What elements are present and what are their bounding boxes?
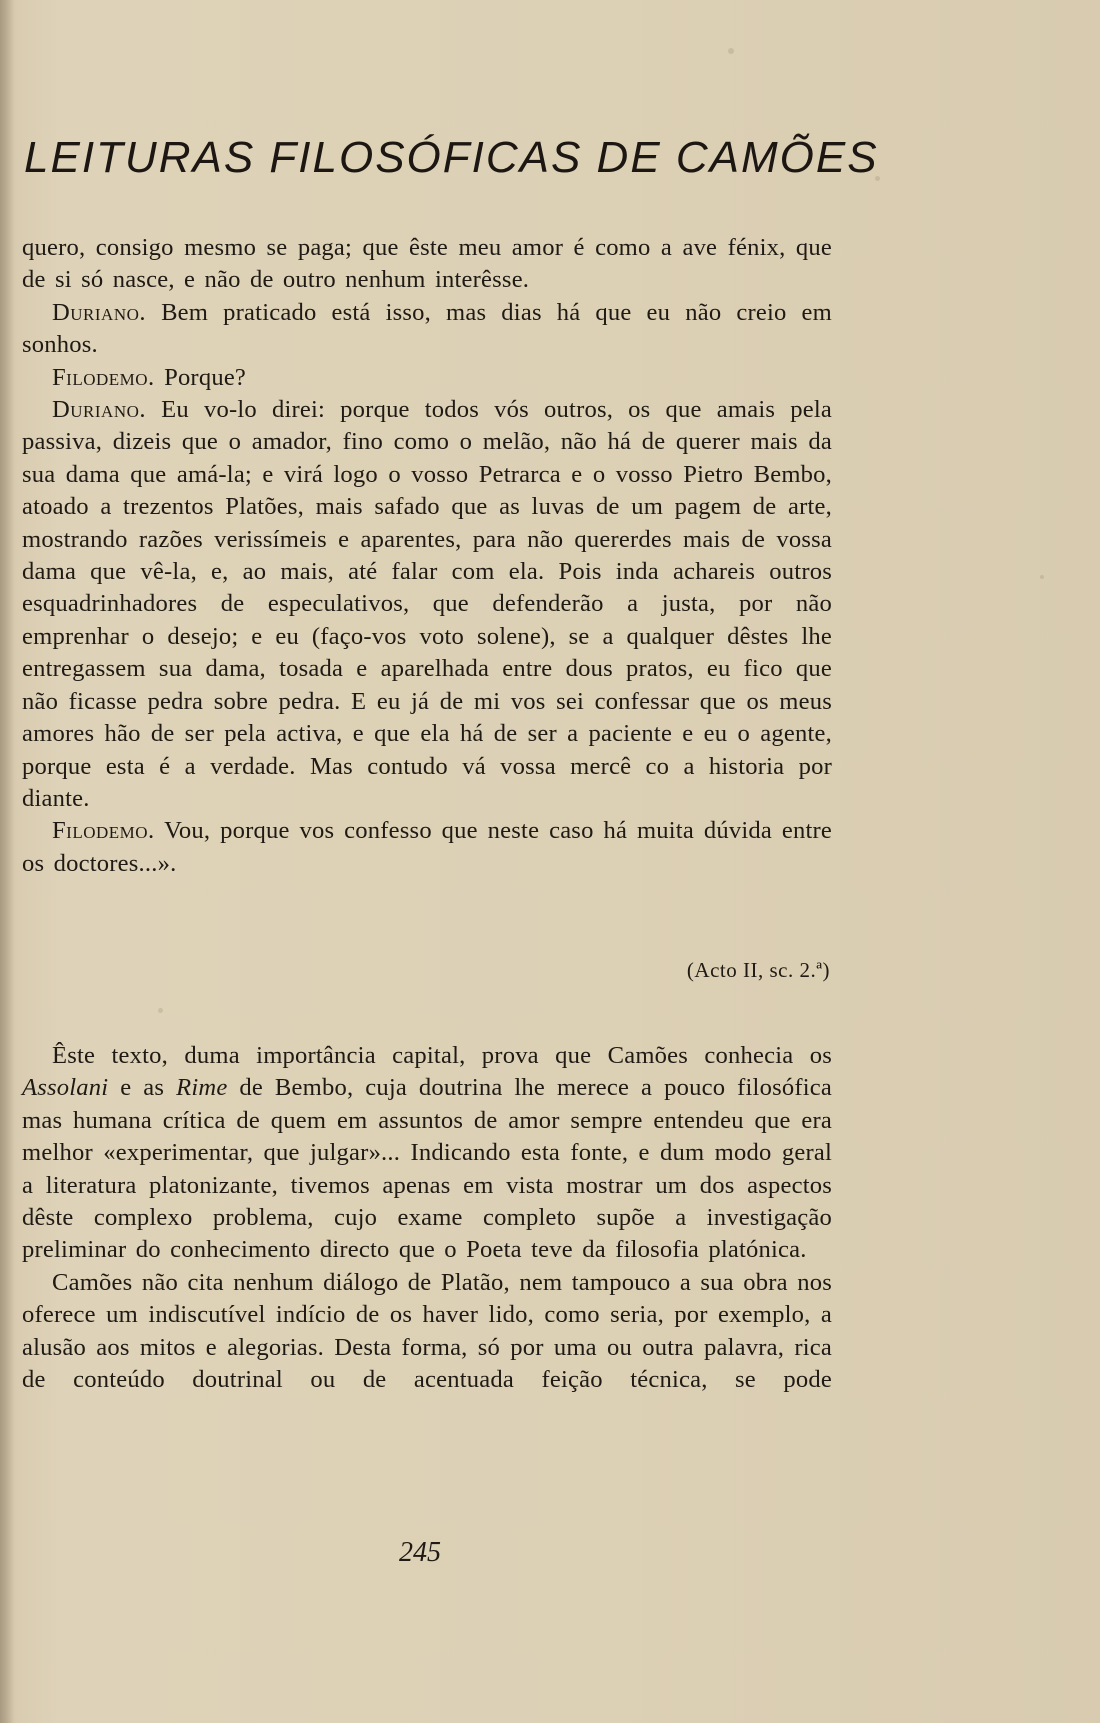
speaker-name: Filodemo. xyxy=(52,817,155,845)
speech-text: Bem praticado está isso, mas dias há que eu não creio em sonhos. xyxy=(22,298,832,359)
dialogue-paragraph xyxy=(22,815,832,880)
dialogue-paragraph xyxy=(22,394,832,815)
speech-text: Vou, porque vos confesso que neste caso há muita dúvida entre os doctores...». xyxy=(22,817,832,877)
essay-text-run: Êste texto, duma importância capital, prova que Camões conhecia os xyxy=(52,1042,832,1069)
page-number: 245 xyxy=(399,1537,441,1568)
essay-text-run: e as xyxy=(108,1074,177,1102)
speech-text: Eu vo-lo direi: porque todos vós outros, os que amais pela passiva, dizeis que o amador, fino como o melão, não há de querer mais da sua dama que amá-la; e virá logo o vosso Petrarca e o vosso Pietro Bembo, atoado a trezentos Platões, mais safado que as luvas de um pagem de arte, mostrando razões verissímeis e aparentes, para não quererdes mais de vossa dama que vê-la, e, ao mais, até falar com ela. Pois inda achareis outros esquadrinhadores de especulativos, que defenderão a justa, por não emprenhar o desejo; e eu (faço-vos voto solene), se a qualquer dêstes lhe entregassem sua dama, tosada e aparelhada entre dous pratos, eu fico que não ficasse pedra sobre pedra. E eu já de mi vos sei confessar que os meus amores hão de ser pela activa, e que ela há de ser a paciente e eu o agente, porque esta é a verdade. Mas contudo vá vossa mercê co a historia por diante. xyxy=(22,396,832,812)
paper-stain xyxy=(728,48,734,54)
paper-stain xyxy=(158,1008,163,1013)
dialogue-paragraph xyxy=(22,362,832,394)
speaker-name: Duriano. xyxy=(52,396,147,424)
speaker-name: Duriano. xyxy=(52,298,147,326)
dialogue-paragraph xyxy=(22,297,832,362)
dialogue-paragraph: quero, consigo mesmo se paga; que êste meu amor é como a ave fénix, que de si só nasce, e não de outro nenhum interêsse. xyxy=(22,234,832,294)
running-head: LEITURAS FILOSÓFICAS DE CAMÕES xyxy=(24,133,879,182)
essay-text xyxy=(22,1040,832,1396)
speaker-name: Filodemo. xyxy=(52,363,155,391)
paper-stain xyxy=(1040,575,1044,579)
work-title: Assolani xyxy=(22,1074,109,1102)
essay-text-run: de Bembo, cuja doutrina lhe merece a pouco filosófica mas humana crítica de quem em assuntos de amor sempre entendeu que era melhor «experimentar, que julgar»... Indicando esta fonte, e dum modo geral a literatura platonizante, tivemos apenas em vista mostrar um dos aspectos dêste complexo problema, cujo exame completo supõe a investigação preliminar do conhecimento directo que o Poeta teve da filosofia platónica. xyxy=(22,1074,832,1264)
essay-paragraph: Camões não cita nenhum diálogo de Platão, nem tampouco a sua obra nos oferece um indiscutível indício de os haver lido, como seria, por exemplo, a alusão aos mitos e alegorias. Desta forma, só por uma ou outra palavra, rica de conteúdo doutrinal ou de acentuada feição técnica, se pode xyxy=(22,1268,832,1394)
speech-text: Porque? xyxy=(164,363,247,391)
citation: (Acto II, sc. 2.ª) xyxy=(686,958,830,982)
work-title: Rime xyxy=(176,1074,228,1102)
essay-paragraph xyxy=(22,1040,832,1267)
dialogue-excerpt xyxy=(22,232,832,880)
